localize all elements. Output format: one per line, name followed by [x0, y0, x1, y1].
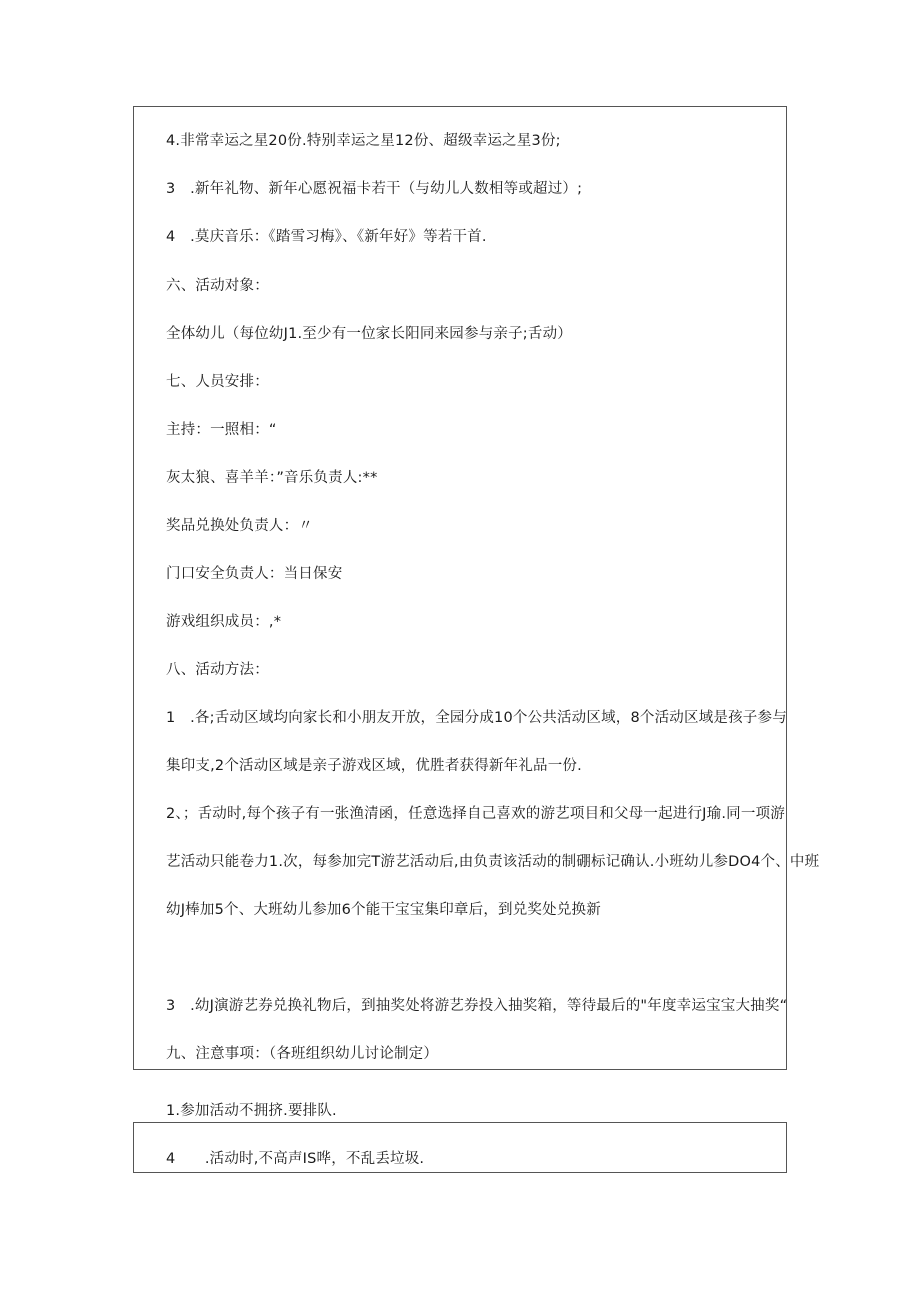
main-content-box [133, 106, 787, 1070]
section-eight-heading: 八、活动方法： [166, 662, 269, 678]
gift-line: 3 .新年礼物、新年心愿祝福卡若干（与幼儿人数相等或超过）; [166, 181, 583, 197]
note-4-line: 4 .活动时,不高声IS哗，不乱丢垃圾. [166, 1151, 425, 1167]
roles-line: 灰太狼、喜羊羊：”音乐负责人:** [166, 470, 378, 486]
audience-line: 全体幼儿（每位幼J1.至少有一位家长阳同来园参与亲子;舌动） [166, 326, 572, 342]
method-2-line-a: 2、；舌动时,每个孩子有一张渔清函，任意选择自己喜欢的游艺项目和父母一起进行J瑜.同一项游 [166, 806, 785, 822]
music-line: 4 .莫庆音乐：《踏雪习梅》、《新年好》等若干首. [166, 229, 487, 245]
security-line: 门口安全负责人：当日保安 [166, 566, 343, 582]
method-2-line-b: 艺活动只能卷力1.次，每参加完T游艺活动后,由负责该活动的制硼标记确认.小班幼儿参DO4个、中班 [166, 854, 820, 870]
section-seven-heading: 七、人员安排： [166, 374, 269, 390]
host-line: 主持：一照相：“ [166, 422, 277, 438]
game-staff-line: 游戏组织成员：,* [166, 614, 282, 630]
method-2-line-c: 幼J棒加5个、大班幼儿参加6个能干宝宝集印章后，到兑奖处兑换新 [166, 902, 601, 918]
prize-desk-line: 奖品兑换处负责人：〃 [166, 518, 313, 534]
note-1-line: 1.参加活动不拥挤.要排队. [166, 1103, 337, 1119]
prize-line: 4.非常幸运之星20份.特别幸运之星12份、超级幸运之星3份; [166, 133, 561, 149]
method-3-line: 3 .幼J演游艺券兑换礼物后，到抽奖处将游艺券投入抽奖箱，等待最后的"年度幸运宝宝大抽奖“ [166, 998, 788, 1014]
method-1-line-a: 1 .各;舌动区域均向家长和小朋友开放，全园分成10个公共活动区域，8个活动区域是孩子参与 [166, 710, 787, 726]
section-nine-heading: 九、注意事项：（各班组织幼儿讨论制定） [166, 1046, 439, 1062]
method-1-line-b: 集印支,2个活动区域是亲子游戏区域，优胜者获得新年礼品一份. [166, 758, 582, 774]
section-six-heading: 六、活动对象： [166, 278, 269, 294]
